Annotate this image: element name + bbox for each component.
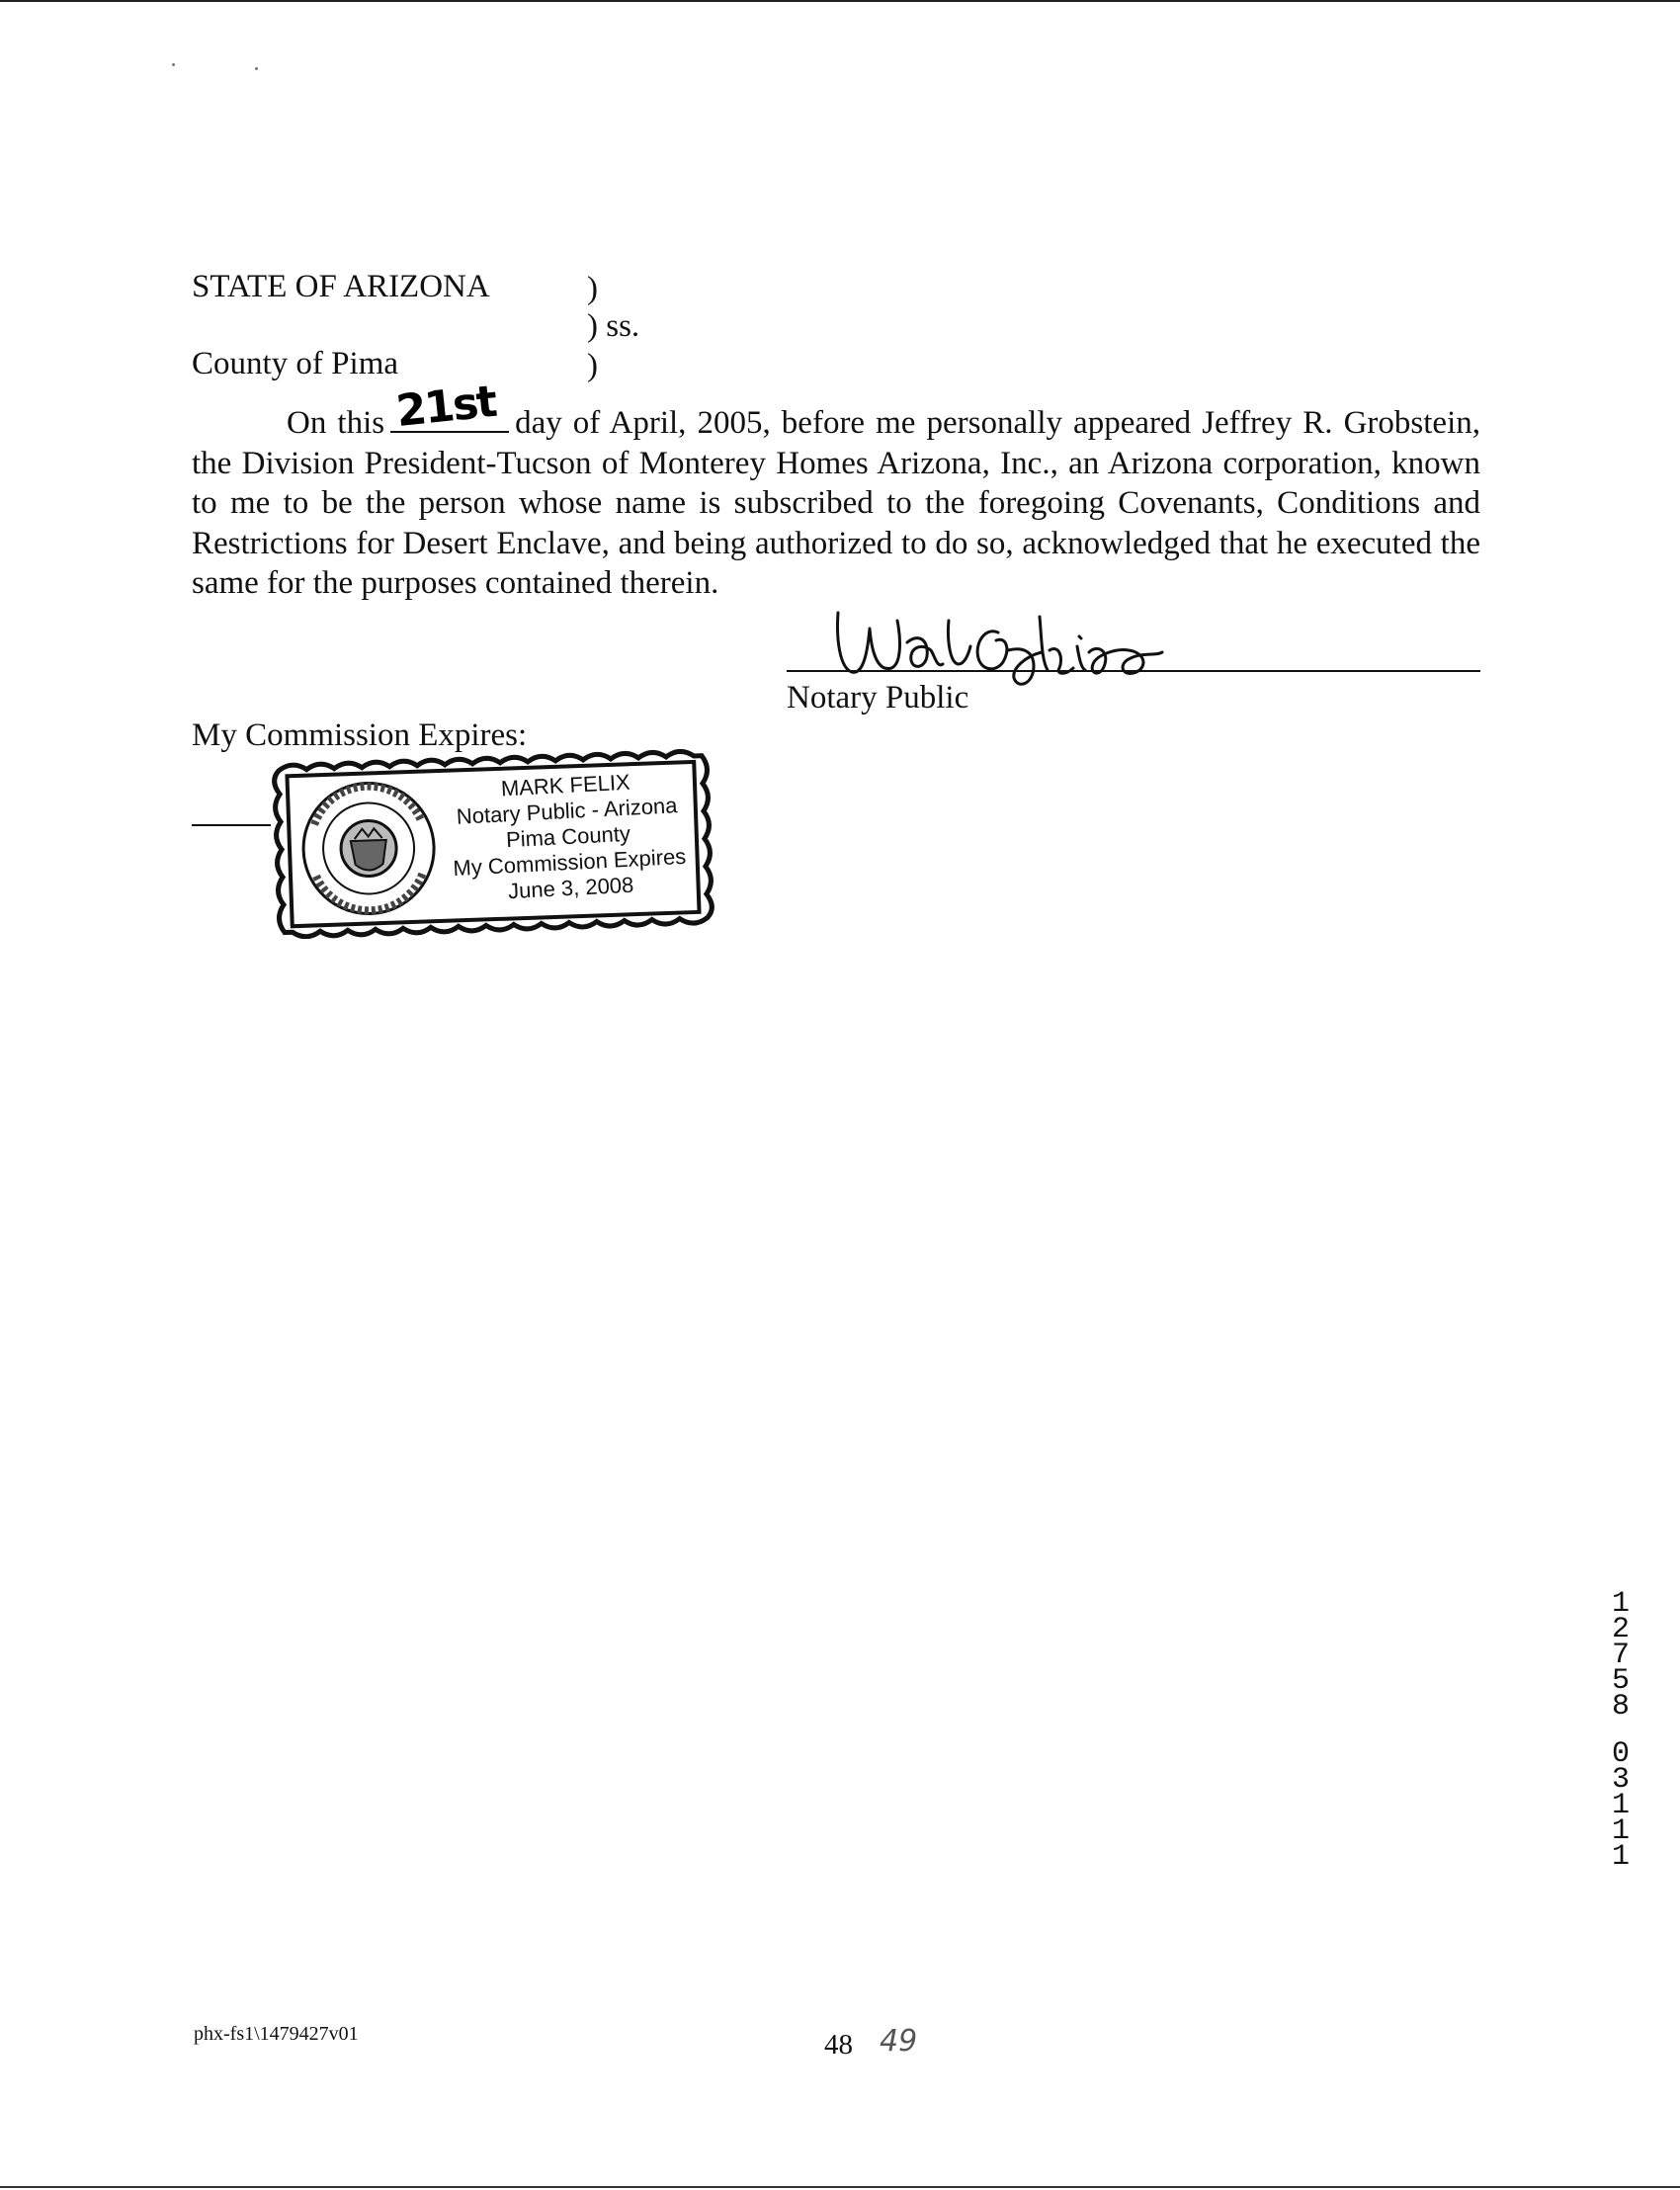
rec-digit: 1 <box>1611 1814 1630 1848</box>
commission-expires-label: My Commission Expires: <box>192 717 528 753</box>
acknowledgment-paragraph <box>192 376 1480 604</box>
stamp-line-county: Pima County <box>505 820 631 853</box>
handwritten-day: 21st <box>393 376 498 437</box>
stamp-line-title: Notary Public - Arizona <box>456 793 678 829</box>
rec-digit: 7 <box>1611 1639 1630 1672</box>
venue-paren-1: ) <box>587 271 598 306</box>
scan-speck <box>172 63 175 66</box>
stamp-text <box>432 766 705 908</box>
recording-number <box>1601 1587 1640 1874</box>
page-number-handwritten: 49 <box>880 2024 918 2059</box>
rec-digit: 5 <box>1611 1664 1630 1698</box>
notary-signature <box>830 581 1206 690</box>
day-blank <box>390 376 509 437</box>
rec-digit: 0 <box>1611 1737 1630 1771</box>
page-number: 48 <box>824 2029 853 2061</box>
venue-paren-2: ) <box>587 348 598 383</box>
rec-digit: 8 <box>1611 1690 1630 1724</box>
stamp-line-expires: My Commission Expires <box>452 843 687 882</box>
scan-bottom-edge <box>0 2186 1680 2188</box>
notary-public-label: Notary Public <box>787 680 969 716</box>
venue-ss: ) ss. <box>587 308 640 344</box>
rec-digit: 1 <box>1611 1587 1630 1621</box>
footer-document-id: phx-fs1\1479427v01 <box>194 2023 359 2045</box>
venue-county: County of Pima <box>192 346 399 381</box>
stamp-line-name: MARK FELIX <box>500 769 631 801</box>
stamp-line-date: June 3, 2008 <box>507 872 634 904</box>
signature-line <box>787 670 1480 672</box>
scan-speck <box>255 67 258 70</box>
rec-digit: 1 <box>1611 1840 1630 1874</box>
venue-state: STATE OF ARIZONA <box>192 269 490 304</box>
ack-prefix: On this <box>287 405 385 441</box>
rec-digit: 2 <box>1611 1613 1630 1646</box>
scan-top-edge <box>0 0 1680 2</box>
ack-body: day of April, 2005, before me personally appeared Jeffrey R. Grobstein, the Division President-Tucson of Monterey Homes Arizona, Inc., an Arizona corporation, known to me to be the person whose name is subscribed to the foregoing Covenants, Conditions and Restrictions for Desert Enclave, and being authorized to do so, acknowledged that he executed the same for the purposes contained therein. <box>192 405 1480 601</box>
rec-digit: 3 <box>1611 1763 1630 1797</box>
commission-line <box>192 824 271 826</box>
rec-digit: 1 <box>1611 1789 1630 1822</box>
